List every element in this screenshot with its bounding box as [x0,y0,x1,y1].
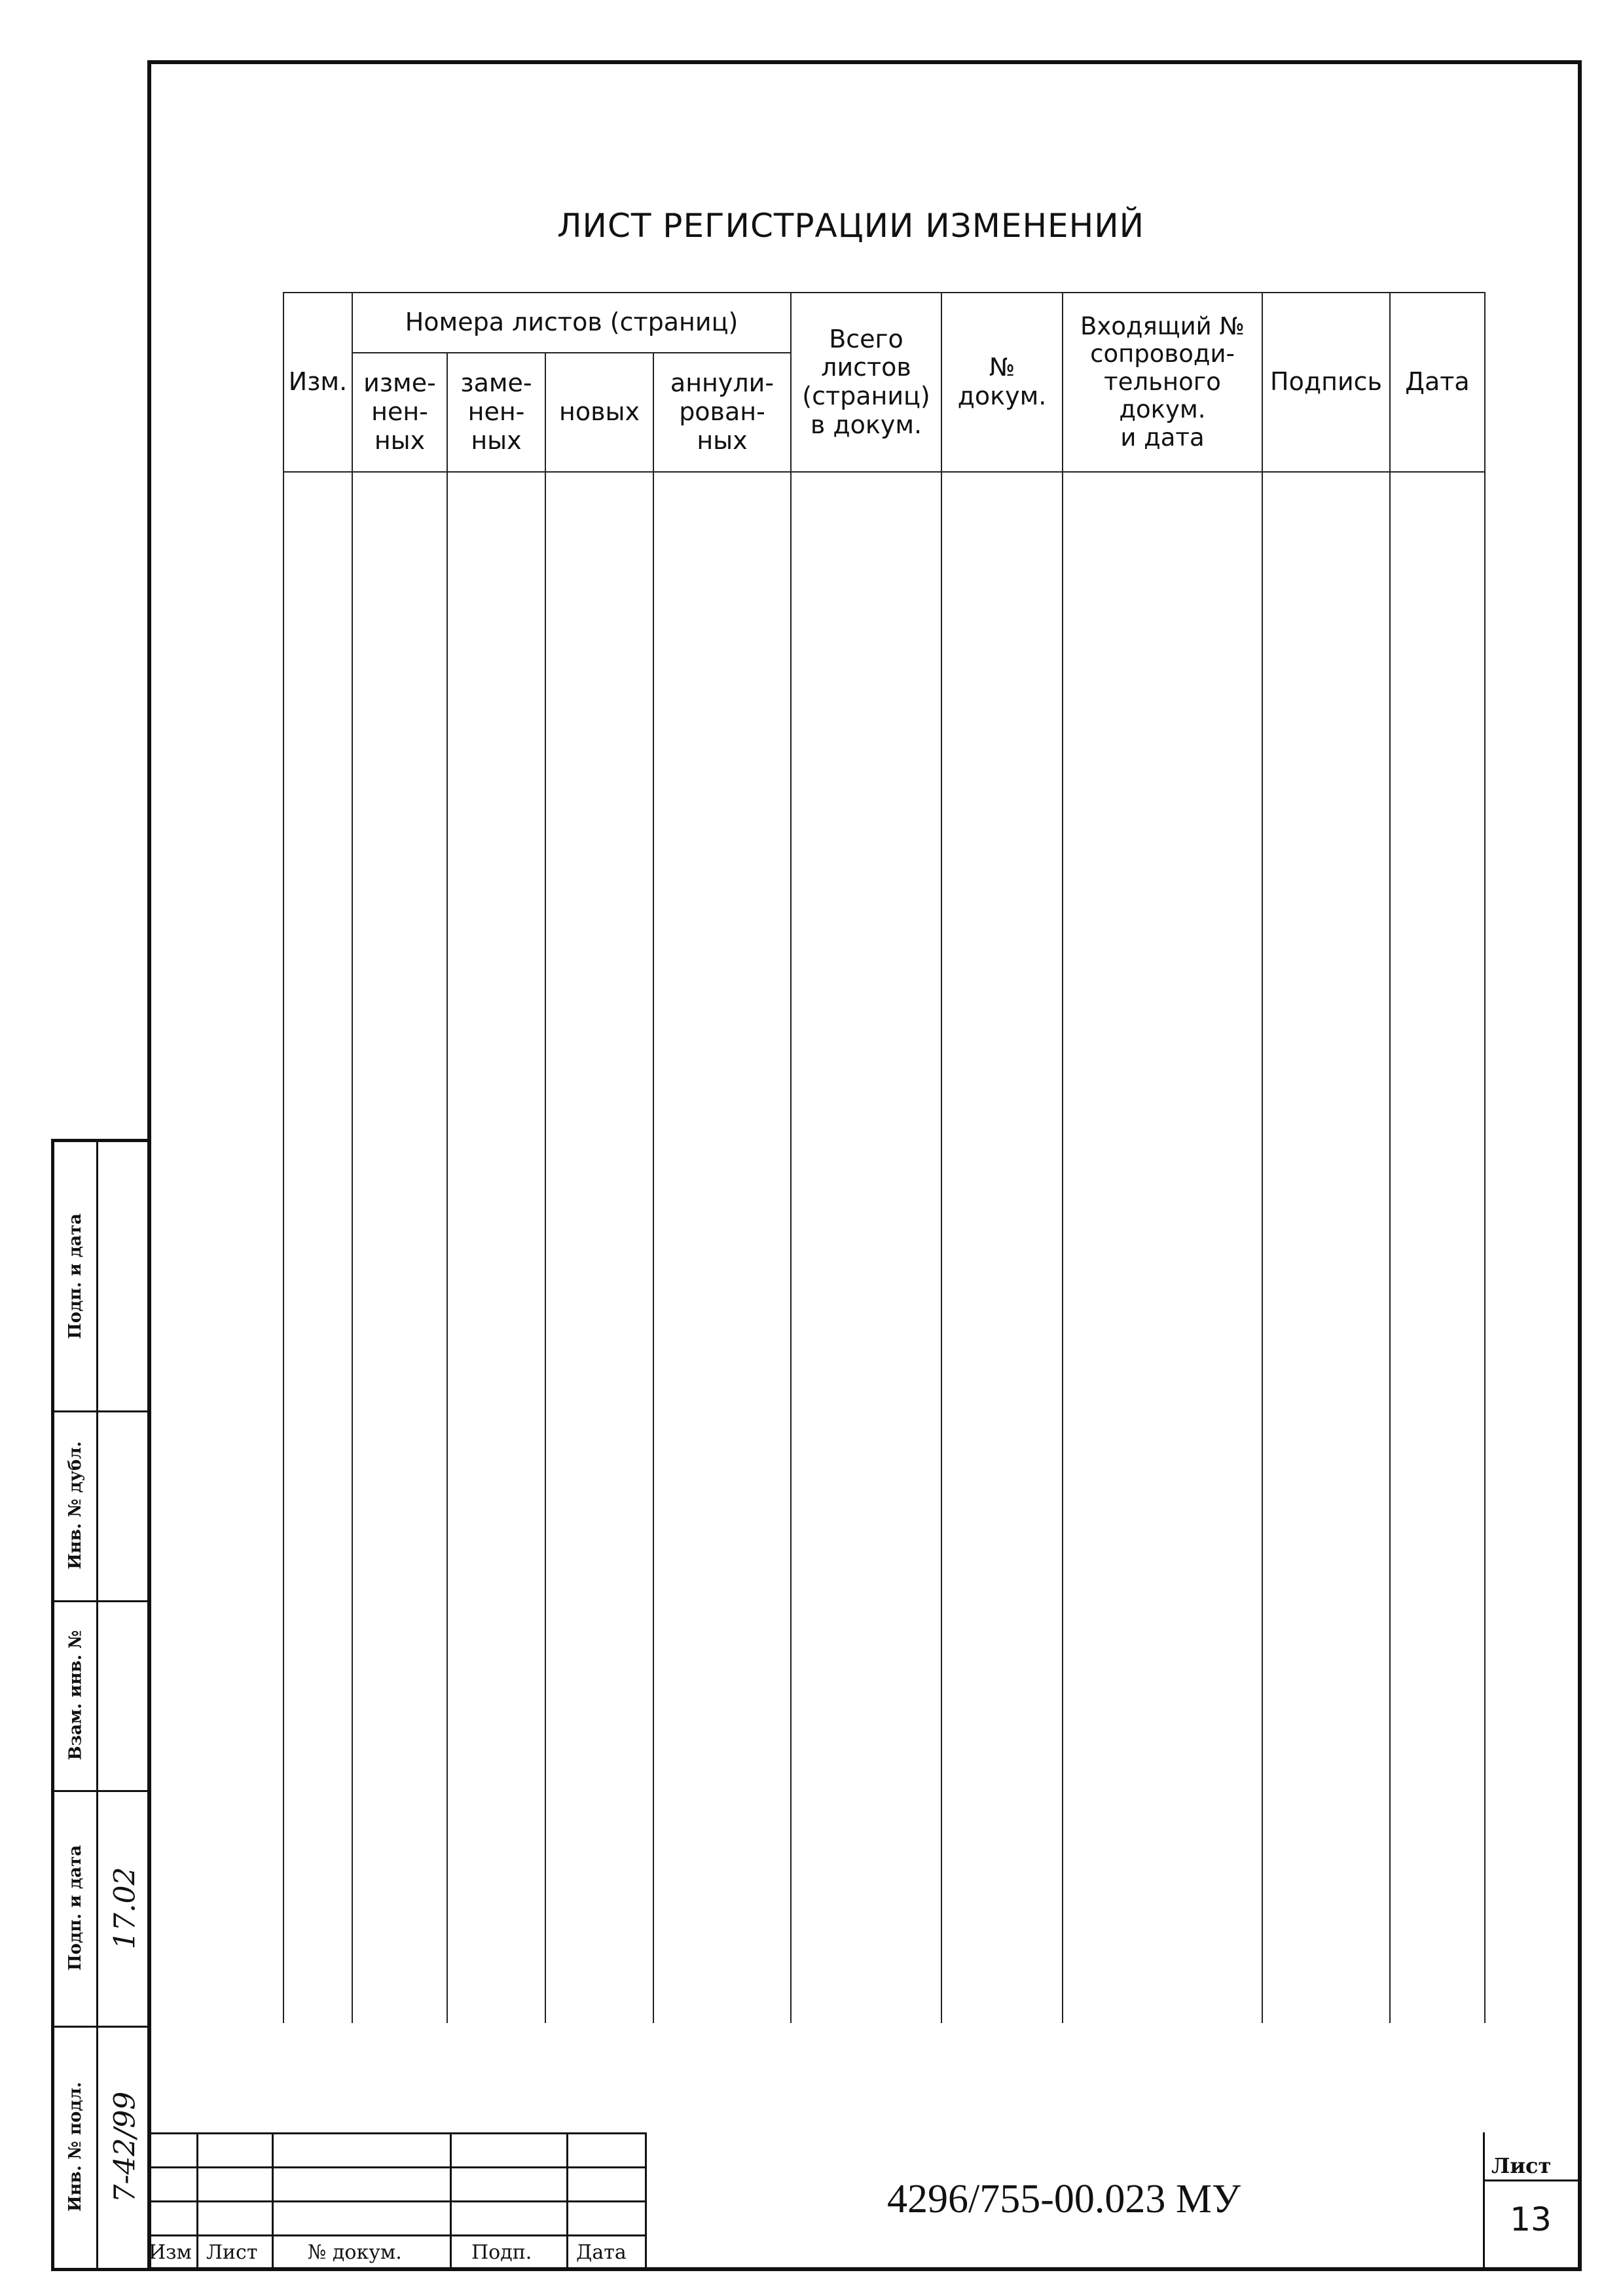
change-registration-table [283,292,1486,2023]
handwritten-date: 17.02 [108,1867,142,1949]
header-changed: изме- нен- ных [352,353,447,472]
header-total-sheets: Всего листов (страниц) в докум. [791,293,941,472]
header-signature: Подпись [1262,293,1390,472]
handwritten-inv-number: 7-42/99 [108,2091,142,2202]
strip-label-inv-dubl: Инв. № дубл. [65,1441,85,1570]
tb-izm: Изм [149,2241,192,2264]
page-title: ЛИСТ РЕГИСТРАЦИИ ИЗМЕНЕНИЙ [556,207,1145,245]
header-sheet-numbers: Номера листов (страниц) [352,293,791,353]
tb-doc-no: № докум. [308,2241,402,2264]
header-doc-number: № докум. [941,293,1063,472]
sheet-label: Лист [1491,2153,1552,2178]
header-annulled: аннули- рован- ных [653,353,791,472]
side-stamp-strip [51,1139,151,2271]
tb-podp: Подп. [471,2241,532,2264]
header-date: Дата [1390,293,1485,472]
strip-label-vzam-inv: Взам. инв. № [65,1630,86,1761]
strip-label-inv-podl: Инв. № подл. [65,2081,86,2212]
table-body-row [283,472,1485,2023]
strip-label-podp-data-2: Подп. и дата [65,1845,86,1971]
tb-date: Дата [576,2241,627,2264]
document-code: 4296/755-00.023 МУ [887,2177,1241,2221]
tb-list: Лист [206,2241,258,2264]
header-replaced: заме- нен- ных [447,353,545,472]
sheet-number: 13 [1510,2200,1552,2238]
header-incoming-doc: Входящий № сопроводи- тельного докум. и дата [1063,293,1262,472]
header-izm: Изм. [283,293,352,472]
header-new: новых [545,353,653,472]
strip-label-podp-data: Подп. и дата [65,1213,86,1339]
